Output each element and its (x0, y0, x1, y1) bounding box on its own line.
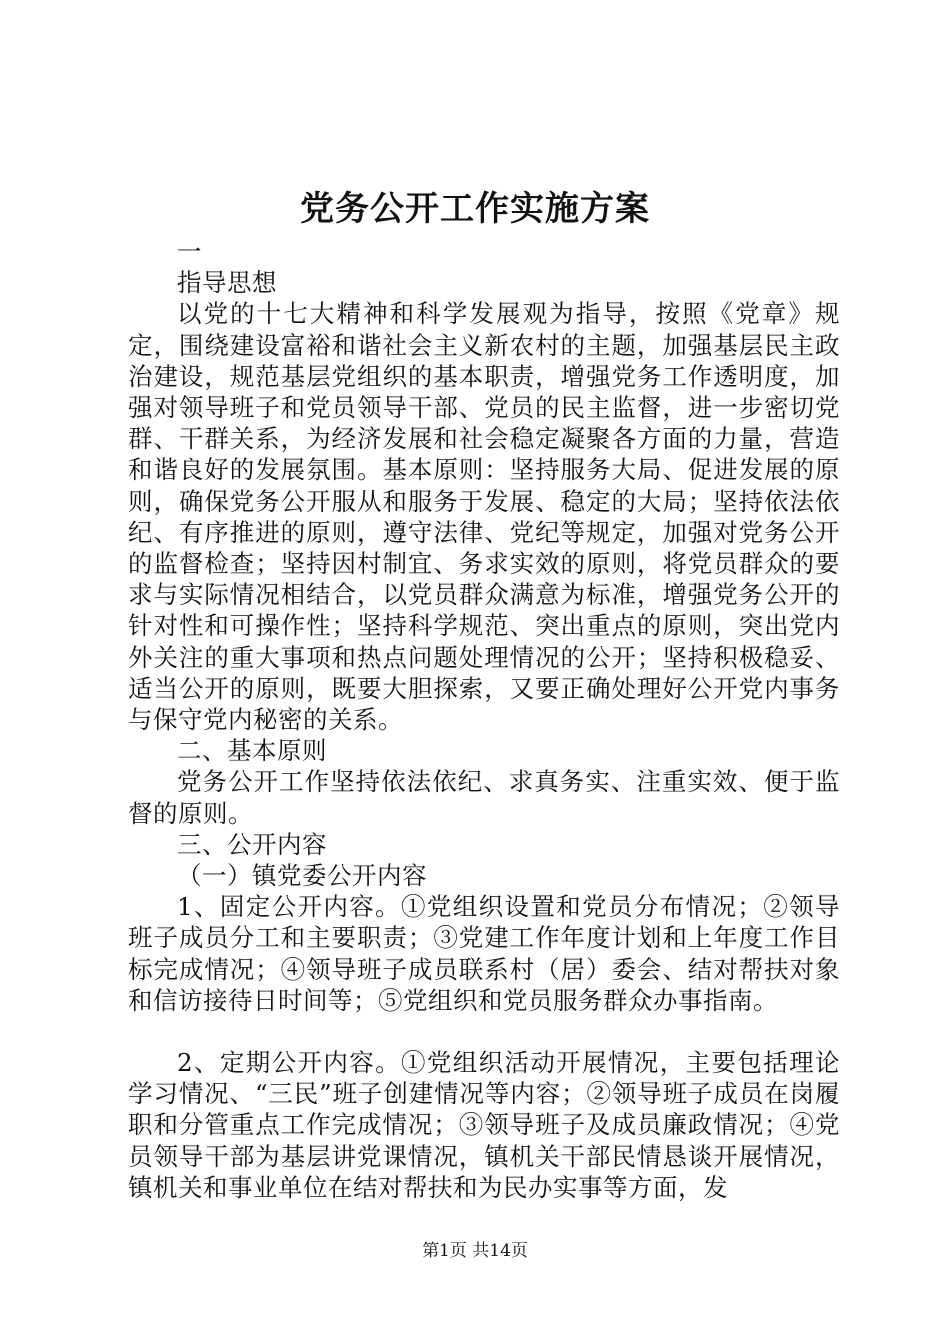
section-heading-public-content: 三、公开内容 (177, 829, 327, 859)
paragraph-guiding-ideology: 以党的十七大精神和科学发展观为指导，按照《党章》规定，围绕建设富裕和谐社会主义新农村的主题，加强基层民主政治建设，规范基层党组织的基本职责，增强党务工作透明度，加强对领导班子和党员领导干部、党员的民主监督，进一步密切党群、干群关系，为经济发展和社会稳定凝聚各方面的力量，营造和谐良好的发展氛围。基本原则：坚持服务大局、促进发展的原则，确保党务公开服从和服务于发展、稳定的大局；坚持依法依纪、有序推进的原则，遵守法律、党纪等规定，加强对党务公开的监督检查；坚持因村制宜、务求实效的原则，将党员群众的要求与实际情况相结合，以党员群众满意为标准，增强党务公开的针对性和可操作性；坚持科学规范、突出重点的原则，突出党内外关注的重大事项和热点问题处理情况的公开；坚持积极稳妥、适当公开的原则，既要大胆探索，又要正确处理好公开党内事务与保守党内秘密的关系。 (128, 299, 840, 735)
section-heading-basic-principles: 二、基本原则 (177, 736, 327, 766)
paragraph-fixed-content: 1、固定公开内容。①党组织设置和党员分布情况；②领导班子成员分工和主要职责；③党建工作年度计划和上年度工作目标完成情况；④领导班子成员联系村（居）委会、结对帮扶对象和信访接待日时间等；⑤党组织和党员服务群众办事指南。 (128, 892, 840, 1015)
paragraph-basic-principles: 党务公开工作坚持依法依纪、求真务实、注重实效、便于监督的原则。 (128, 767, 840, 828)
document-title: 党务公开工作实施方案 (300, 189, 650, 229)
subsection-heading-town-committee: （一）镇党委公开内容 (177, 861, 427, 891)
section-number: 一 (177, 237, 202, 266)
page-indicator: 第1页 共14页 (422, 1241, 528, 1261)
section-heading-guiding-ideology: 指导思想 (177, 268, 277, 298)
document-body (128, 236, 840, 1203)
paragraph-periodic-content: 2、定期公开内容。①党组织活动开展情况，主要包括理论学习情况、“三民”班子创建情况等内容；②领导班子成员在岗履职和分管重点工作完成情况；③领导班子及成员廉政情况；④党员领导干部为基层讲党课情况，镇机关干部民情恳谈开展情况，镇机关和事业单位在结对帮扶和为民办实事等方面，发 (128, 1048, 840, 1202)
